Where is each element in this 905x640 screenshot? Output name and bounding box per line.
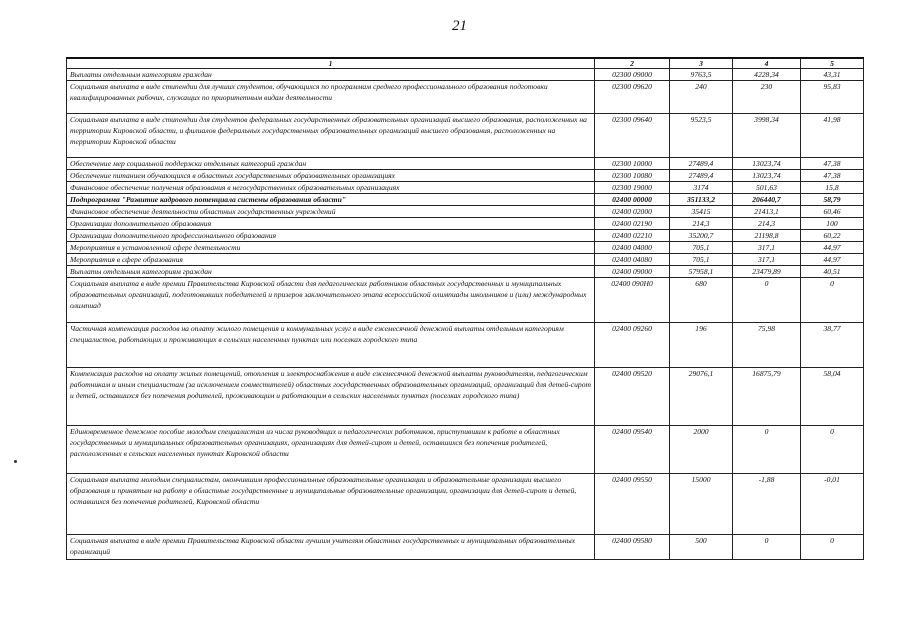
row-percent-cell: 43,31 <box>801 69 864 81</box>
row-actual-cell: 230 <box>733 81 801 114</box>
table-row <box>67 170 864 182</box>
header-row <box>67 58 864 69</box>
row-percent-cell: 0 <box>801 426 864 474</box>
row-plan-cell: 9523,5 <box>670 114 733 158</box>
row-name-cell: Организации дополнительного профессионального образования <box>67 230 595 242</box>
table-row <box>67 426 864 474</box>
row-plan-cell: 57958,1 <box>670 266 733 278</box>
row-name-cell: Частичная компенсация расходов на оплату жилого помещения и коммунальных услуг в виде ежемесячной денежной выплаты отдельным категориям специалистов, работающих и проживающих в сельских населенных пунктах или поселках городского типа <box>67 323 595 368</box>
row-name-cell: Подпрограмма "Развитие кадрового потенциала системы образования области" <box>67 194 595 206</box>
row-name-cell: Социальная выплата в виде стипендии для студентов федеральных государственных образовательных организаций высшего образования, расположенных на территории Кировской области, и филиалов федеральных государственных образовательных организаций высшего образования, расположенных на территории Кировской области <box>67 114 595 158</box>
row-actual-cell: 0 <box>733 535 801 560</box>
row-name-cell: Обеспечение мер социальной поддержки отдельных категорий граждан <box>67 158 595 170</box>
row-plan-cell: 705,1 <box>670 242 733 254</box>
table-row <box>67 368 864 426</box>
header-col-2: 2 <box>595 58 670 69</box>
row-plan-cell: 27489,4 <box>670 170 733 182</box>
row-percent-cell: 15,8 <box>801 182 864 194</box>
row-code-cell: 02300 09640 <box>595 114 670 158</box>
row-actual-cell: 75,98 <box>733 323 801 368</box>
row-code-cell: 02400 09520 <box>595 368 670 426</box>
row-code-cell: 02400 02000 <box>595 206 670 218</box>
row-actual-cell: -1,88 <box>733 474 801 535</box>
row-code-cell: 02300 10000 <box>595 158 670 170</box>
row-name-cell: Социальная выплата в виде премии Правительства Кировской области лучшим учителям областных государственных и муниципальных образовательных организаций <box>67 535 595 560</box>
table-row <box>67 218 864 230</box>
row-actual-cell: 501,63 <box>733 182 801 194</box>
row-name-cell: Финансовое обеспечение деятельности областных государственных учреждений <box>67 206 595 218</box>
row-name-cell: Организации дополнительного образования <box>67 218 595 230</box>
row-code-cell: 02300 09000 <box>595 69 670 81</box>
table-row <box>67 81 864 114</box>
table-row <box>67 474 864 535</box>
table-row <box>67 254 864 266</box>
header-col-3: 3 <box>670 58 733 69</box>
table-row <box>67 69 864 81</box>
row-code-cell: 02400 04000 <box>595 242 670 254</box>
row-name-cell: Выплаты отдельным категориям граждан <box>67 266 595 278</box>
row-code-cell: 02400 090Н0 <box>595 278 670 323</box>
table-body <box>67 69 864 560</box>
row-actual-cell: 214,3 <box>733 218 801 230</box>
table-row <box>67 158 864 170</box>
row-percent-cell: 38,77 <box>801 323 864 368</box>
row-name-cell: Мероприятия в сфере образования <box>67 254 595 266</box>
table-row <box>67 206 864 218</box>
row-name-cell: Мероприятия в установленной сфере деятельности <box>67 242 595 254</box>
row-actual-cell: 23479,89 <box>733 266 801 278</box>
row-percent-cell: 58,79 <box>801 194 864 206</box>
row-code-cell: 02400 09580 <box>595 535 670 560</box>
page-number: 21 <box>452 18 467 34</box>
row-actual-cell: 0 <box>733 426 801 474</box>
row-code-cell: 02300 10080 <box>595 170 670 182</box>
table-row <box>67 230 864 242</box>
table-row <box>67 114 864 158</box>
row-percent-cell: 60,22 <box>801 230 864 242</box>
row-actual-cell: 13023,74 <box>733 170 801 182</box>
table-row <box>67 242 864 254</box>
header-col-1: 1 <box>67 58 595 69</box>
row-code-cell: 02400 02210 <box>595 230 670 242</box>
table-row <box>67 535 864 560</box>
row-name-cell: Компенсация расходов на оплату жилых помещений, отопления и электроснабжения в виде ежемесячной денежной выплаты руководителям, педагогическим работникам и иным специалистам (за исключением совместителей) областных государственных образовательных организаций, организаций для детей-сирот и детей, оставшихся без попечения родителей, проживающим и работающим в сельских населенных пунктах (поселках городского типа) <box>67 368 595 426</box>
row-plan-cell: 240 <box>670 81 733 114</box>
row-plan-cell: 27489,4 <box>670 158 733 170</box>
table-row <box>67 266 864 278</box>
row-code-cell: 02400 00000 <box>595 194 670 206</box>
table-row <box>67 182 864 194</box>
row-actual-cell: 21198,8 <box>733 230 801 242</box>
row-name-cell: Обеспечение питанием обучающихся в областных государственных образовательных организациях <box>67 170 595 182</box>
budget-table <box>66 57 864 560</box>
row-plan-cell: 35415 <box>670 206 733 218</box>
row-name-cell: Выплаты отдельным категориям граждан <box>67 69 595 81</box>
row-plan-cell: 705,1 <box>670 254 733 266</box>
row-actual-cell: 3998,34 <box>733 114 801 158</box>
row-percent-cell: 95,83 <box>801 81 864 114</box>
row-code-cell: 02400 09540 <box>595 426 670 474</box>
table-row <box>67 194 864 206</box>
row-name-cell: Социальная выплата молодым специалистам, окончившим профессиональные образовательные организации и образовательные организации высшего образования и принятым на работу в областные государственные и муниципальные образовательные организации, организации для детей-сирот и детей, оставшихся без попечения родителей, Кировской области <box>67 474 595 535</box>
row-plan-cell: 196 <box>670 323 733 368</box>
row-actual-cell: 317,1 <box>733 242 801 254</box>
table-row <box>67 278 864 323</box>
header-col-5: 5 <box>801 58 864 69</box>
row-actual-cell: 317,1 <box>733 254 801 266</box>
row-plan-cell: 29076,1 <box>670 368 733 426</box>
row-code-cell: 02400 09260 <box>595 323 670 368</box>
row-actual-cell: 16875,79 <box>733 368 801 426</box>
row-code-cell: 02400 09550 <box>595 474 670 535</box>
row-percent-cell: 47,38 <box>801 170 864 182</box>
row-actual-cell: 13023,74 <box>733 158 801 170</box>
row-name-cell: Социальная выплата в виде стипендии для лучших студентов, обучающихся по программам среднего профессионального образования подготовки квалифицированных рабочих, служащих по приоритетным видам деятельности <box>67 81 595 114</box>
row-percent-cell: 41,98 <box>801 114 864 158</box>
row-plan-cell: 15000 <box>670 474 733 535</box>
row-actual-cell: 21413,1 <box>733 206 801 218</box>
row-actual-cell: 4228,34 <box>733 69 801 81</box>
row-plan-cell: 9763,5 <box>670 69 733 81</box>
row-plan-cell: 2000 <box>670 426 733 474</box>
row-name-cell: Финансовое обеспечение получения образования в негосударственных образовательных организациях <box>67 182 595 194</box>
row-code-cell: 02400 04080 <box>595 254 670 266</box>
row-percent-cell: -0,01 <box>801 474 864 535</box>
row-plan-cell: 500 <box>670 535 733 560</box>
row-percent-cell: 0 <box>801 535 864 560</box>
row-percent-cell: 47,38 <box>801 158 864 170</box>
row-name-cell: Единовременное денежное пособие молодым специалистам из числа руководящих и педагогических работников, приступившим к работе в областных государственных и муниципальных образовательных организациях, организациях для детей-сирот и детей, оставшихся без попечения родителей, расположенных в сельских населенных пунктах Кировской области <box>67 426 595 474</box>
row-plan-cell: 351133,2 <box>670 194 733 206</box>
row-percent-cell: 44,97 <box>801 242 864 254</box>
header-col-4: 4 <box>733 58 801 69</box>
row-plan-cell: 35200,7 <box>670 230 733 242</box>
row-percent-cell: 60,46 <box>801 206 864 218</box>
row-percent-cell: 58,04 <box>801 368 864 426</box>
row-plan-cell: 3174 <box>670 182 733 194</box>
scan-speck <box>14 460 17 463</box>
row-actual-cell: 0 <box>733 278 801 323</box>
row-code-cell: 02300 19000 <box>595 182 670 194</box>
row-plan-cell: 214,3 <box>670 218 733 230</box>
row-percent-cell: 0 <box>801 278 864 323</box>
row-percent-cell: 40,51 <box>801 266 864 278</box>
row-code-cell: 02300 09620 <box>595 81 670 114</box>
row-name-cell: Социальная выплата в виде премии Правительства Кировской области для педагогических работников областных государственных и муниципальных образовательных организаций, подготовивших победителей и призеров заключительного этапа всероссийской олимпиады школьников и (или) международных олимпиад <box>67 278 595 323</box>
row-code-cell: 02400 09000 <box>595 266 670 278</box>
row-code-cell: 02400 02190 <box>595 218 670 230</box>
row-plan-cell: 680 <box>670 278 733 323</box>
row-percent-cell: 100 <box>801 218 864 230</box>
table-row <box>67 323 864 368</box>
row-actual-cell: 206440,7 <box>733 194 801 206</box>
row-percent-cell: 44,97 <box>801 254 864 266</box>
